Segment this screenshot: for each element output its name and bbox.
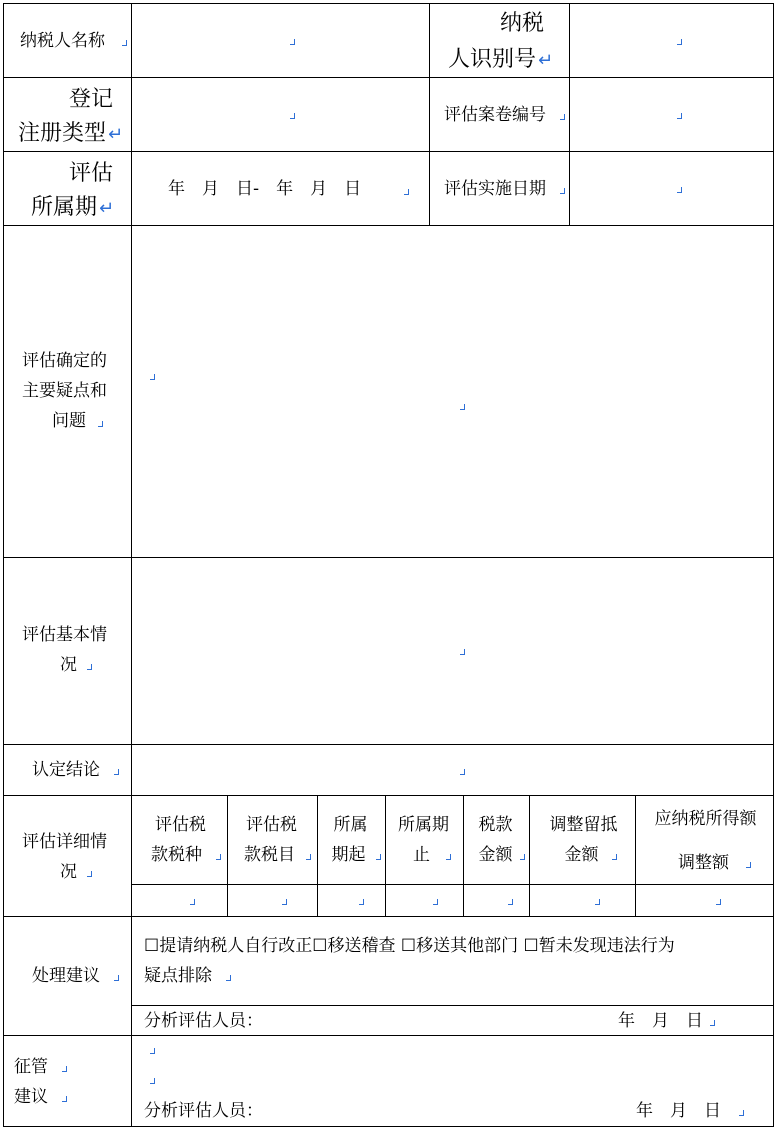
- taxpayer-id-label-line2: 人识别号 ↵: [448, 47, 554, 72]
- paragraph-mark: [150, 1078, 155, 1084]
- collection-suggestion-field[interactable]: [131, 1035, 774, 1127]
- taxpayer-id-field[interactable]: [569, 3, 774, 78]
- collection-label-line2: 建议: [14, 1087, 48, 1107]
- suggestion-label: 处理建议: [32, 966, 100, 986]
- detail-header-line1: 评估税: [155, 815, 206, 835]
- issues-label-line1: 评估确定的: [22, 351, 107, 371]
- taxpayer-name-field[interactable]: [131, 3, 430, 78]
- paragraph-mark: [520, 854, 525, 860]
- signature-date: 年 月 日: [618, 1011, 703, 1031]
- detail-label-line1: 评估详细情: [22, 832, 107, 852]
- issues-label-line3: 问题: [52, 411, 86, 431]
- paragraph-mark: [87, 871, 92, 877]
- detail-label-cell: [3, 795, 132, 917]
- signature-date: 年 月 日: [636, 1101, 721, 1121]
- detail-header-line1: 所属期: [398, 815, 449, 835]
- paragraph-mark: [114, 975, 119, 981]
- suggestion-signature-row: [131, 1005, 774, 1036]
- paragraph-mark: [446, 854, 451, 860]
- paragraph-mark: [62, 1096, 67, 1102]
- issues-label-cell: [3, 225, 132, 558]
- paragraph-mark: [282, 899, 287, 905]
- basic-situation-label-cell: [3, 557, 132, 745]
- detail-header-line2: 调整额: [678, 853, 729, 873]
- paragraph-mark: [359, 899, 364, 905]
- analyst-label: 分析评估人员：: [144, 1011, 263, 1031]
- paragraph-mark: [560, 114, 565, 120]
- detail-value-taxable-income-adjustment[interactable]: [635, 884, 774, 917]
- paragraph-mark: [290, 113, 295, 119]
- registration-type-label-line2: 注册类型 ↵: [18, 121, 124, 146]
- paragraph-mark: [560, 188, 565, 194]
- paragraph-mark: [460, 649, 465, 655]
- suggestion-options-line1[interactable]: ☐提请纳税人自行改正☐移送稽查 ☐移送其他部门 ☐暂未发现违法行为: [144, 936, 675, 956]
- detail-value-credit-adjustment[interactable]: [529, 884, 636, 917]
- paragraph-mark: [460, 769, 465, 775]
- detail-header-line2: 金额: [478, 845, 513, 865]
- case-number-label-cell: [429, 77, 570, 152]
- suggestion-options-line2: 疑点排除: [144, 966, 212, 986]
- detail-header-period-start: [317, 795, 386, 885]
- conclusion-label: 认定结论: [32, 760, 100, 780]
- paragraph-mark: [226, 975, 231, 981]
- return-arrow-icon: ↵: [538, 50, 554, 71]
- paragraph-mark: [150, 1048, 155, 1054]
- case-number-field[interactable]: [569, 77, 774, 152]
- conclusion-label-cell: [3, 744, 132, 796]
- assessment-period-field[interactable]: [131, 151, 430, 226]
- conclusion-field[interactable]: [131, 744, 774, 796]
- collection-label-line1: 征管: [14, 1057, 48, 1077]
- paragraph-mark: [290, 39, 295, 45]
- paragraph-mark: [62, 1066, 67, 1072]
- paragraph-mark: [216, 854, 221, 860]
- suggestion-options-field[interactable]: [131, 916, 774, 1006]
- paragraph-mark: [716, 899, 721, 905]
- paragraph-mark: [190, 899, 195, 905]
- detail-header-taxable-income-adjustment: [635, 795, 774, 885]
- paragraph-mark: [404, 189, 409, 195]
- paragraph-mark: [746, 862, 751, 868]
- paragraph-mark: [87, 664, 92, 670]
- registration-type-label-cell: [3, 77, 132, 152]
- taxpayer-name-label: 纳税人名称: [20, 31, 105, 51]
- taxpayer-id-label-cell: [429, 3, 570, 78]
- implementation-date-label-cell: [429, 151, 570, 226]
- analyst-label: 分析评估人员：: [144, 1101, 263, 1121]
- detail-header-credit-adjustment: [529, 795, 636, 885]
- detail-value-tax-type[interactable]: [131, 884, 228, 917]
- detail-header-tax-amount: [463, 795, 530, 885]
- detail-header-line1: 评估税: [246, 815, 297, 835]
- detail-value-tax-amount[interactable]: [463, 884, 530, 917]
- registration-type-field[interactable]: [131, 77, 430, 152]
- detail-header-line1: 应纳税所得额: [654, 809, 757, 829]
- paragraph-mark: [433, 899, 438, 905]
- tax-assessment-form: [3, 3, 774, 1127]
- paragraph-mark: [114, 769, 119, 775]
- paragraph-mark: [612, 854, 617, 860]
- detail-header-line1: 调整留抵: [549, 815, 618, 835]
- issues-field[interactable]: [131, 225, 774, 558]
- basic-situation-field[interactable]: [131, 557, 774, 745]
- paragraph-mark: [150, 374, 155, 380]
- implementation-date-label: 评估实施日期: [444, 179, 546, 199]
- paragraph-mark: [460, 404, 465, 410]
- detail-header-line2: 款税种: [151, 845, 202, 865]
- detail-header-line2: 金额: [564, 845, 599, 865]
- paragraph-mark: [98, 421, 103, 427]
- assessment-period-value: 年 月 日- 年 月 日: [168, 179, 362, 199]
- registration-type-label-line1: 登记: [69, 87, 114, 112]
- detail-header-period-end: [385, 795, 464, 885]
- paragraph-mark: [595, 899, 600, 905]
- assessment-period-label-line1: 评估: [69, 161, 114, 186]
- taxpayer-name-label-cell: [3, 3, 132, 78]
- taxpayer-id-label-line1: 纳税: [500, 11, 545, 36]
- detail-label-line2: 况: [60, 862, 77, 882]
- detail-value-period-end[interactable]: [385, 884, 464, 917]
- suggestion-label-cell: [3, 916, 132, 1036]
- detail-header-tax-item: [227, 795, 318, 885]
- detail-header-line1: 所属: [333, 815, 368, 835]
- detail-header-line2: 期起: [331, 845, 366, 865]
- basic-situation-label-line1: 评估基本情: [22, 625, 107, 645]
- detail-value-tax-item[interactable]: [227, 884, 318, 917]
- paragraph-mark: [508, 899, 513, 905]
- assessment-period-label-cell: [3, 151, 132, 226]
- paragraph-mark: [739, 1110, 744, 1116]
- implementation-date-field[interactable]: [569, 151, 774, 226]
- paragraph-mark: [376, 854, 381, 860]
- detail-header-line2: 款税目: [244, 845, 295, 865]
- paragraph-mark: [677, 187, 682, 193]
- assessment-period-label-line2: 所属期 ↵: [31, 195, 115, 220]
- paragraph-mark: [306, 854, 311, 860]
- paragraph-mark: [122, 40, 127, 46]
- collection-label-cell: [3, 1035, 132, 1127]
- paragraph-mark: [710, 1020, 715, 1026]
- detail-header-line1: 税款: [478, 815, 513, 835]
- detail-header-tax-type: [131, 795, 228, 885]
- paragraph-mark: [677, 113, 682, 119]
- case-number-label: 评估案卷编号: [444, 105, 546, 125]
- detail-header-line2: 止: [413, 845, 430, 865]
- basic-situation-label-line2: 况: [60, 655, 77, 675]
- detail-value-period-start[interactable]: [317, 884, 386, 917]
- paragraph-mark: [677, 39, 682, 45]
- return-arrow-icon: ↵: [108, 124, 124, 145]
- issues-label-line2: 主要疑点和: [22, 381, 107, 401]
- return-arrow-icon: ↵: [99, 198, 115, 219]
